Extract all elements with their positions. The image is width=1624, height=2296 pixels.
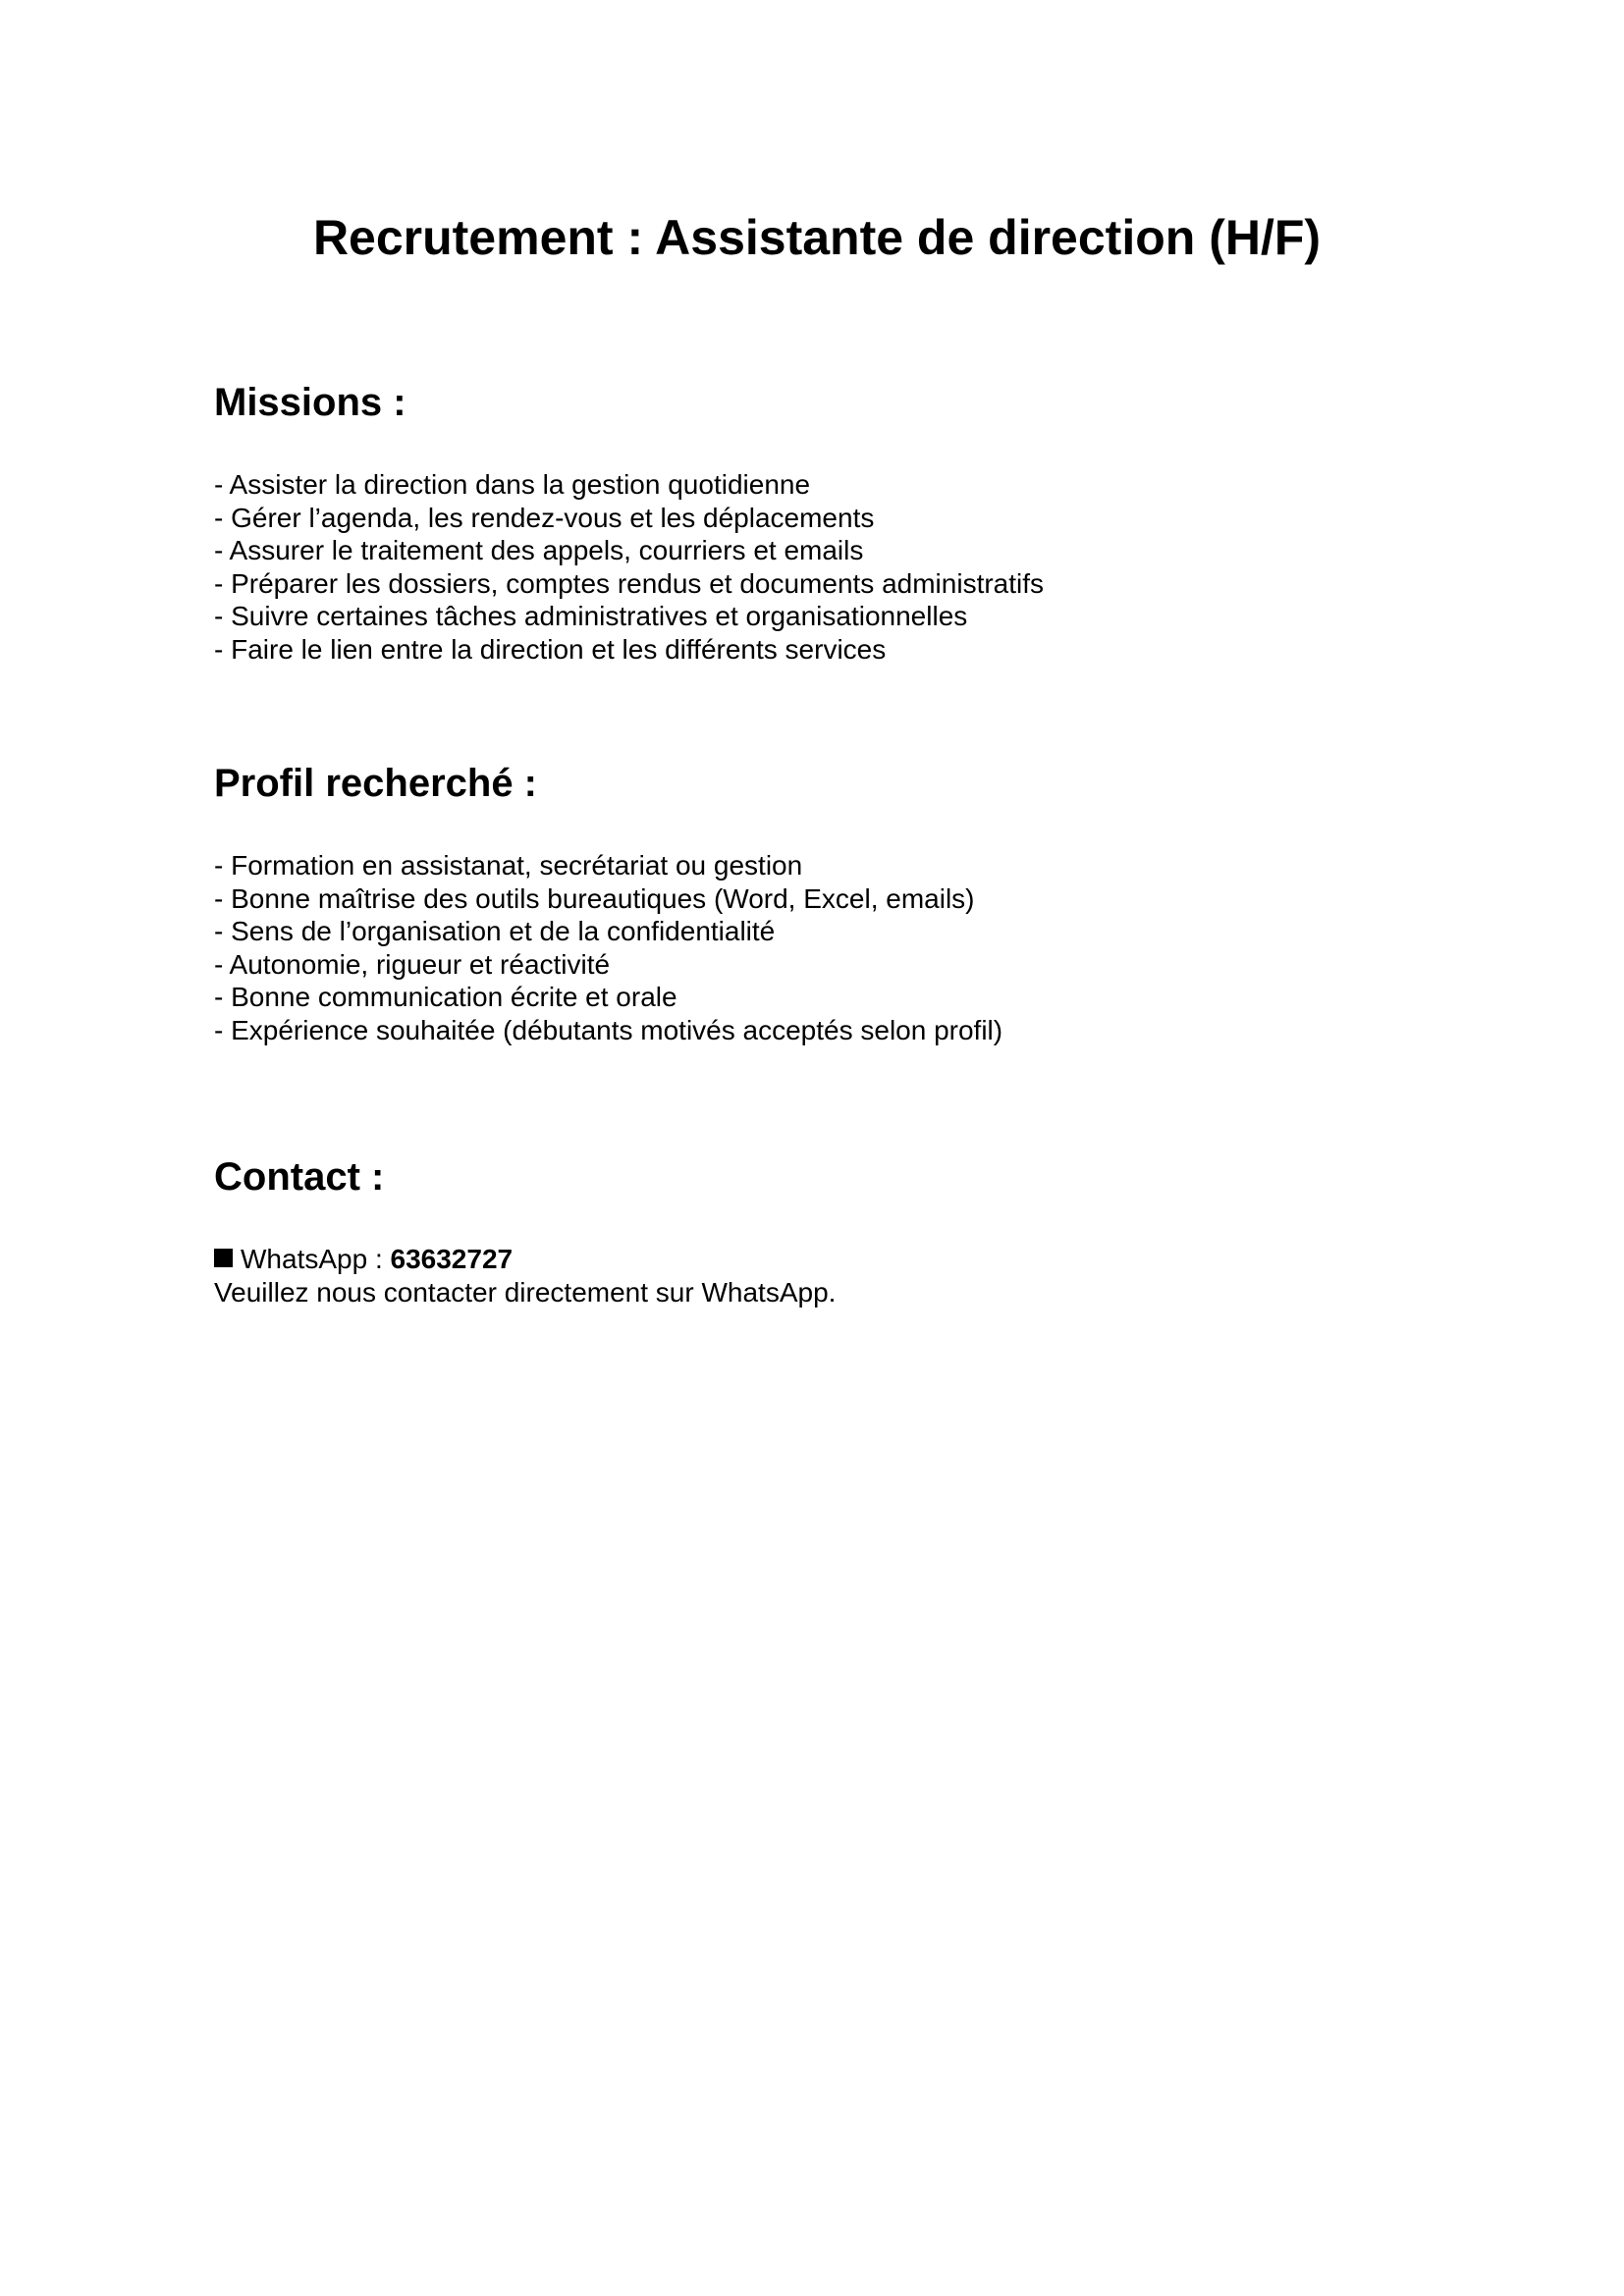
whatsapp-label: WhatsApp : <box>241 1244 391 1274</box>
contact-details <box>214 1243 1490 1308</box>
list-item: - Assurer le traitement des appels, courriers et emails <box>214 535 864 566</box>
profile-section <box>214 760 1490 1047</box>
list-item: - Sens de l’organisation et de la confidentialité <box>214 916 776 947</box>
list-item: - Bonne maîtrise des outils bureautiques (Word, Excel, emails) <box>214 882 975 914</box>
whatsapp-number: 63632727 <box>390 1244 514 1274</box>
profile-list <box>214 849 1490 1047</box>
list-item: - Autonomie, rigueur et réactivité <box>214 948 611 980</box>
list-item: - Suivre certaines tâches administratives et organisationnelles <box>214 601 968 632</box>
list-item: - Bonne communication écrite et orale <box>214 982 677 1013</box>
contact-note: Veuillez nous contacter directement sur WhatsApp. <box>214 1276 837 1308</box>
list-item: - Faire le lien entre la direction et les différents services <box>214 633 887 665</box>
list-item: - Formation en assistanat, secrétariat ou gestion <box>214 850 803 881</box>
list-item: - Gérer l’agenda, les rendez-vous et les déplacements <box>214 502 875 533</box>
missions-list <box>214 468 1490 667</box>
list-item: - Assister la direction dans la gestion quotidienne <box>214 469 811 500</box>
missions-section <box>214 379 1490 667</box>
list-item: - Expérience souhaitée (débutants motivés acceptés selon profil) <box>214 1014 1003 1045</box>
square-bullet-icon <box>214 1249 233 1267</box>
page-title: Recrutement : Assistante de direction (H/F) <box>312 210 1322 265</box>
whatsapp-line <box>214 1243 1490 1276</box>
missions-heading: Missions : <box>214 381 406 424</box>
contact-heading: Contact : <box>214 1155 385 1199</box>
list-item: - Préparer les dossiers, comptes rendus et documents administratifs <box>214 567 1045 599</box>
contact-section <box>214 1153 1490 1308</box>
profile-heading: Profil recherché : <box>214 762 538 805</box>
